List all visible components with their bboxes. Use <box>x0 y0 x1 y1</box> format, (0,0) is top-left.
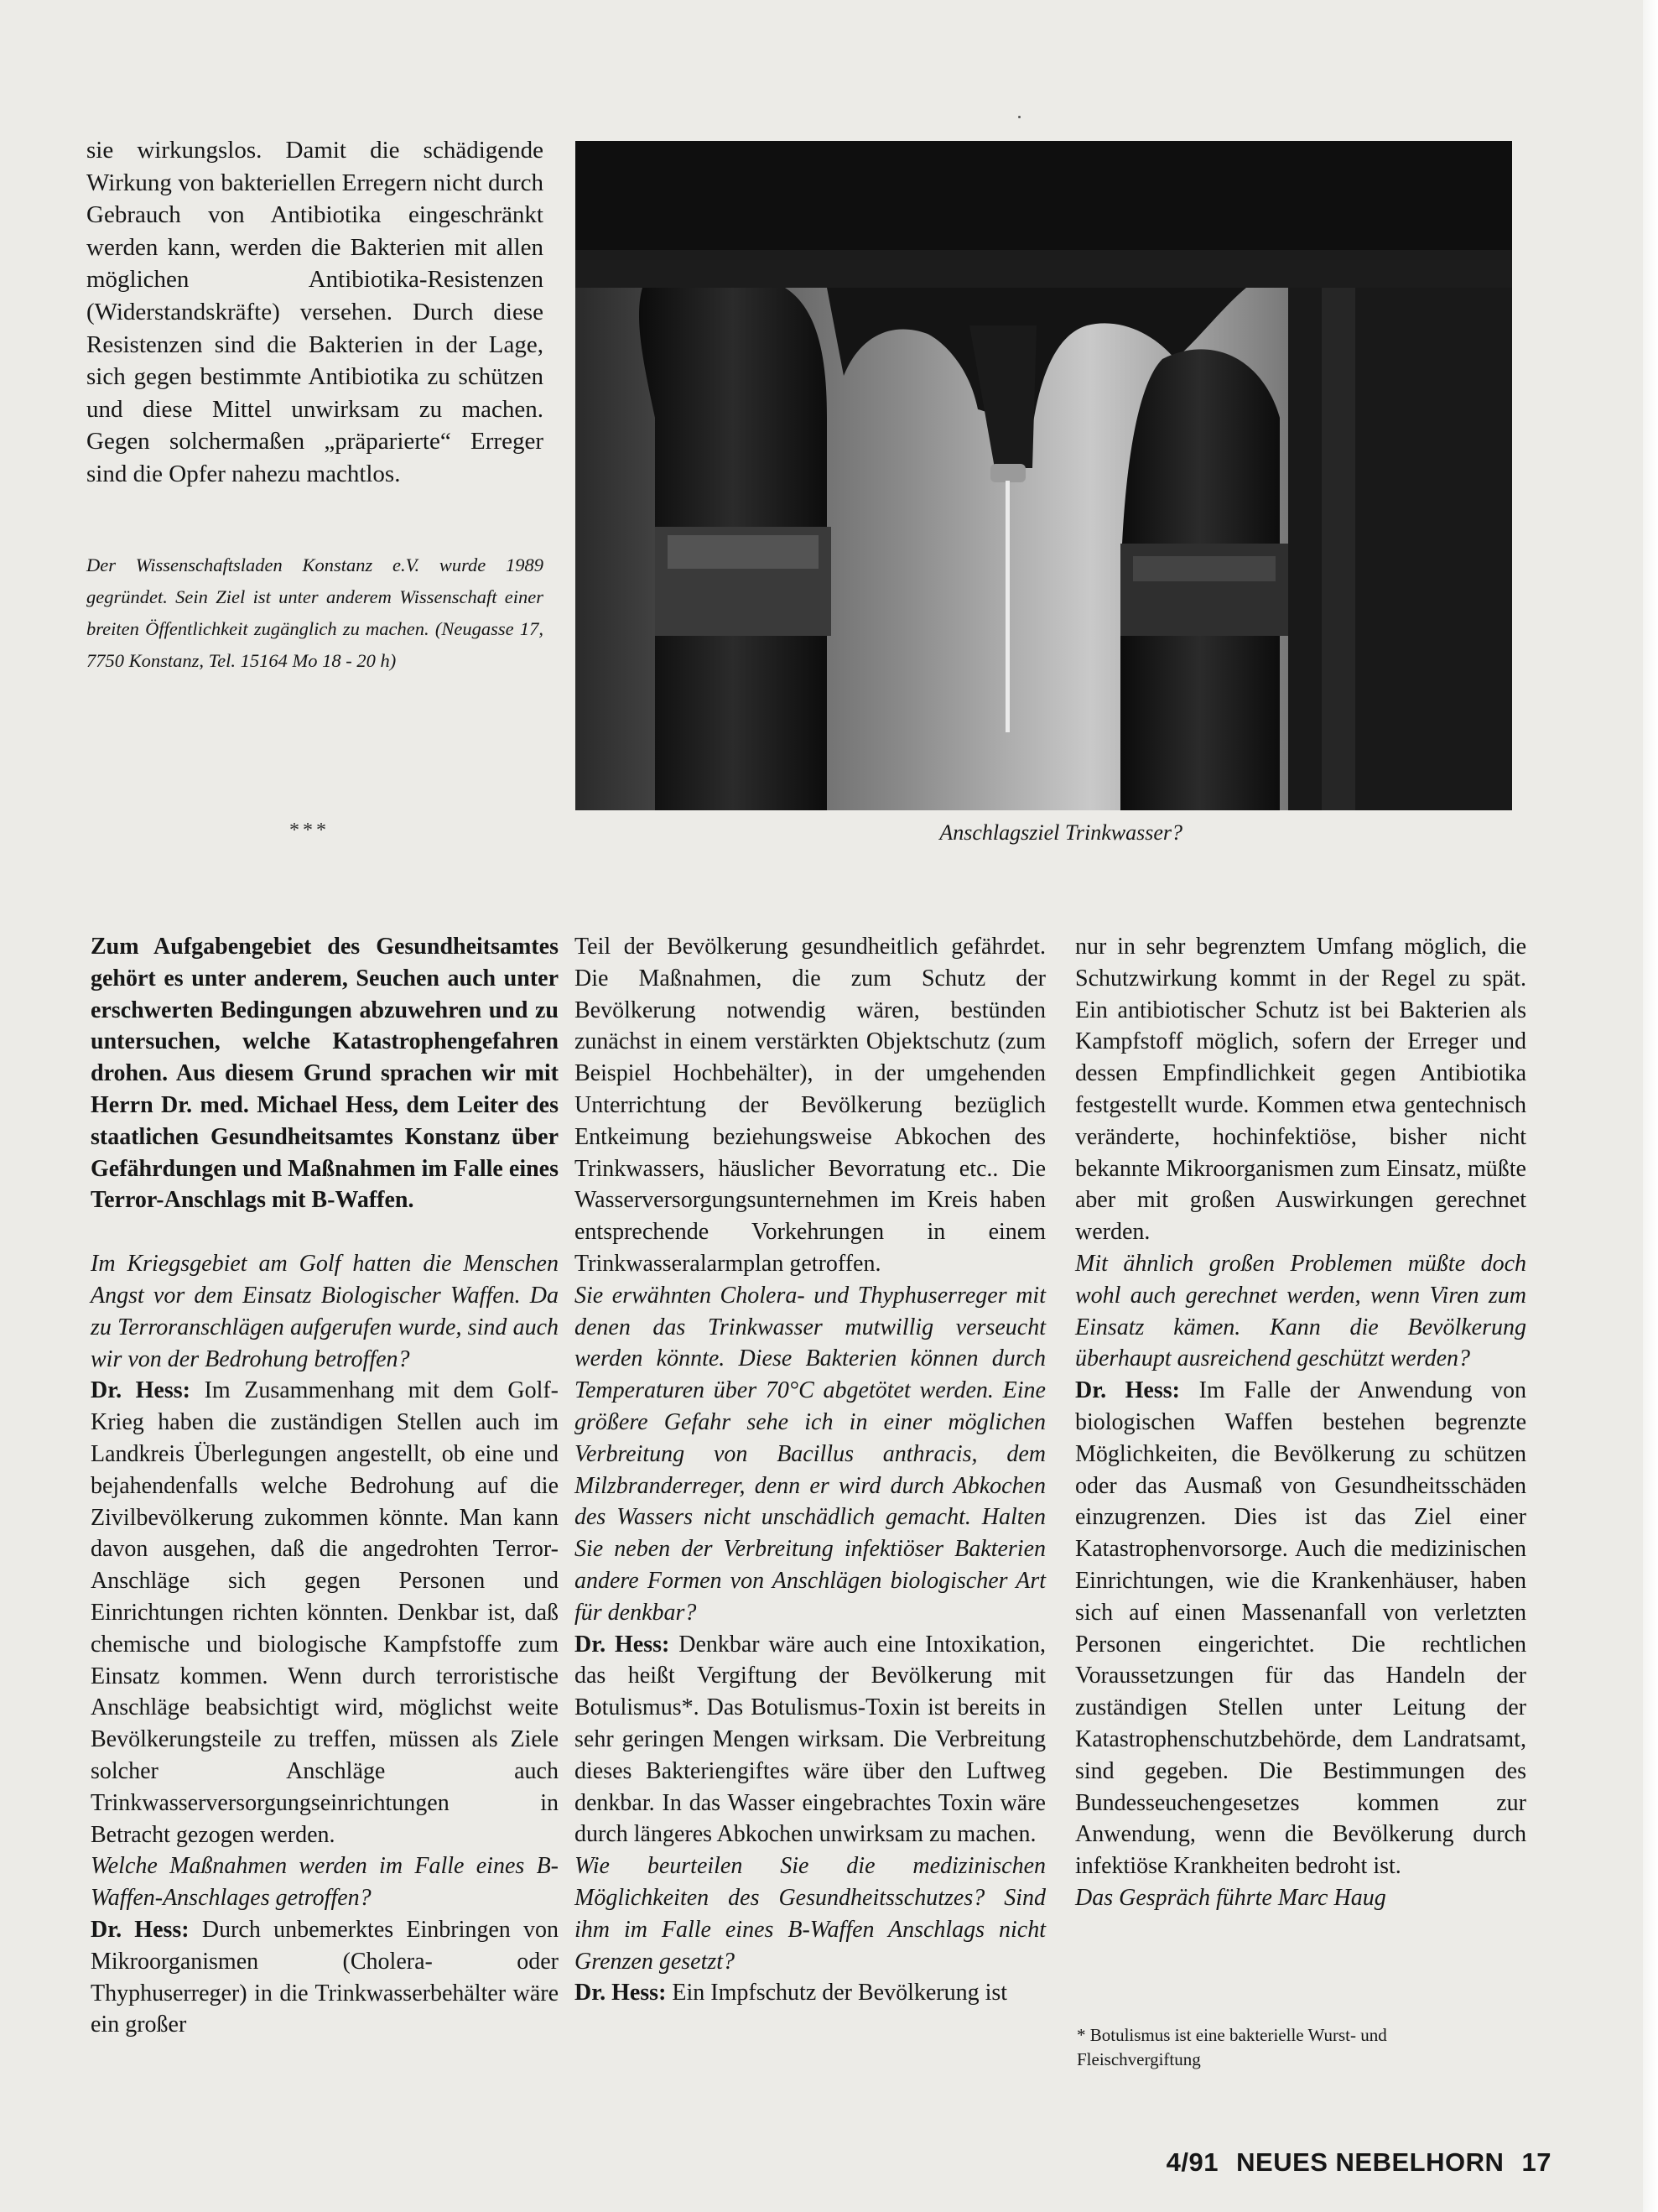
speaker-label: Dr. Hess: <box>1075 1377 1180 1404</box>
speaker-label: Dr. Hess: <box>91 1916 190 1943</box>
continuation-column <box>86 134 543 491</box>
photo-caption: Anschlagsziel Trinkwasser? <box>939 820 1182 845</box>
question-1: Im Kriegsgebiet am Golf hatten die Menschen Angst vor dem Einsatz Biologischer Waffen. Da zu Terroranschlägen aufgerufen wurde, sind auch wir von der Bedrohung betroffen? <box>91 1251 559 1372</box>
speaker-label: Dr. Hess: <box>91 1377 190 1404</box>
article-column-1 <box>91 931 559 2041</box>
speaker-label: Dr. Hess: <box>574 1980 667 2006</box>
article-column-2 <box>574 931 1046 2009</box>
section-separator: *** <box>289 820 330 841</box>
issue-number: 4/91 <box>1166 2147 1219 2177</box>
footnote-botulismus: * Botulismus ist eine bakterielle Wurst- und Fleischvergiftung <box>1077 2025 1387 2069</box>
fountain-photo-illustration <box>575 141 1512 810</box>
magazine-title: NEUES NEBELHORN <box>1236 2147 1505 2177</box>
answer-5-text: Im Falle der Anwendung von biologischen Waffen bestehen begrenzte Möglichkeiten, die Bevölkerung zu schützen oder das Ausmaß von Gesundheitsschäden einzugrenzen. Dies ist das Ziel einer Katastrophenvorsorge. Auch die medizinischen Einrichtungen, wie die Krankenhäuser, haben sich auf einen Massenanfall von verletzten Personen eingerichtet. Die rechtlichen Voraussetzungen für das Handeln der zuständigen Stellen unter Leitung der Katastrophenschutzbehörde, dem Landratsamt, sind gegeben. Die Bestimmungen des Bundesseuchengesetzes kommen zur Anwendung, wenn die Bevölkerung durch infektiöse Krankheiten bedroht ist. <box>1075 1377 1527 1880</box>
answer-2 <box>91 1914 559 2041</box>
wissenschaftsladen-note: Der Wissenschaftsladen Konstanz e.V. wurde 1989 gegründet. Sein Ziel ist unter anderem Wissenschaft einer breiten Öffentlichkeit zugänglich zu machen. (Neugasse 17, 7750 Konstanz, Tel. 15164 Mo 18 - 20 h) <box>86 554 543 671</box>
question-4: Wie beurteilen Sie die medizinischen Möglichkeiten des Gesundheitsschutzes? Sind ihm im Falle eines B-Waffen Anschlags nicht Grenzen gesetzt? <box>574 1853 1046 1975</box>
question-3: Sie erwähnten Cholera- und Thyphuserreger mit denen das Trinkwasser mutwillig verseucht werden könnte. Diese Bakterien können durch Temperaturen über 70°C abgetötet werden. Eine größere Gefahr sehe ich in einer möglichen Verbreitung von Bacillus anthracis, dem Milzbranderreger, denn er wird durch Abkochen des Wassers nicht unschädlich gemacht. Halten Sie neben der Verbreitung infektiöser Bakterien andere Formen von Anschlägen biologischer Art für denkbar? <box>574 1282 1046 1626</box>
print-speck <box>1018 116 1021 118</box>
article-intro: Zum Aufgabengebiet des Gesundheitsamtes gehört es unter anderem, Seuchen auch unter erschwerten Bedingungen abzuwehren und zu untersuchen, welche Katastrophengefahren drohen. Aus diesem Grund sprachen wir mit Herrn Dr. med. Michael Hess, dem Leiter des staatlichen Gesundheitsamtes Konstanz über Gefährdungen und Maßnahmen im Falle eines Terror-Anschlags mit B-Waffen. <box>91 934 559 1214</box>
answer-4 <box>574 1977 1046 2009</box>
page-footer <box>1149 2147 1551 2178</box>
answer-3-text: Denkbar wäre auch eine Intoxikation, das heißt Vergiftung der Bevölkerung mit Botulismus*. Das Botulismus-Toxin ist bereits in sehr geringen Mengen wirksam. Die Verbreitung dieses Bakteriengiftes wäre über den Luftweg denkbar. In das Wasser eingebrachtes Toxin wäre durch längeres Abkochen unwirksam zu machen. <box>574 1631 1046 1848</box>
answer-1-text: Im Zusammenhang mit dem Golf-Krieg haben die zuständigen Stellen auch im Landkreis Überlegungen angestellt, ob eine und bejahendenfalls welche Bedrohung auf die Zivilbevölkerung zukommen könnte. Man kann davon ausgehen, daß die angedrohten Terror-Anschläge sich gegen Personen und Einrichtungen richten könnten. Denkbar ist, daß chemische und biologische Kampfstoffe zum Einsatz kommen. Wenn durch terroristische Anschläge beabsichtigt wird, möglichst weite Bevölkerungsteile zu treffen, müssen als Ziele solcher Anschläge auch Trinkwasserversorgungseinrichtungen in Betracht gezogen werden. <box>91 1377 559 1848</box>
article-column-3 <box>1075 931 1526 1914</box>
page-edge <box>1643 0 1658 2212</box>
answer-5 <box>1075 1375 1526 1882</box>
page-number: 17 <box>1521 2147 1551 2177</box>
photo-drinking-fountain <box>575 141 1512 810</box>
speaker-label: Dr. Hess: <box>574 1631 670 1658</box>
answer-4-continued: nur in sehr begrenztem Umfang möglich, die Schutzwirkung kommt in der Regel zu spät. Ein antibiotischer Schutz ist bei Bakterien als Kampfstoff möglich, sofern der Erreger und dessen Empfindlichkeit gegen Antibiotika festgestellt wurde. Kommen etwa gentechnisch veränderte, hochinfektiöse, bisher nicht bekannte Mikroorganismen zum Einsatz, müßte aber mit großen Auswirkungen gerechnet werden. <box>1075 934 1526 1246</box>
question-5: Mit ähnlich großen Problemen müßte doch wohl auch gerechnet werden, wenn Viren zum Einsatz kämen. Kann die Bevölkerung überhaupt ausreichend geschützt werden? <box>1075 1250 1526 1372</box>
continuation-paragraph: sie wirkungslos. Damit die schädigende Wirkung von bakteriellen Erregern nicht durch Gebrauch von Antibiotika eingeschränkt werden kann, werden die Bakterien mit allen möglichen Antibiotika-Resistenzen (Widerstandskräfte) versehen. Durch diese Resistenzen sind die Bakterien in der Lage, sich gegen bestimmte Antibiotika zu schützen und diese Mittel unwirksam zu machen. Gegen solchermaßen „präparierte“ Erreger sind die Opfer nahezu machtlos. <box>86 137 543 487</box>
answer-4-text: Ein Impfschutz der Bevölkerung ist <box>672 1980 1008 2006</box>
question-2: Welche Maßnahmen werden im Falle eines B-Waffen-Anschlages getroffen? <box>91 1853 559 1912</box>
interview-credit: Das Gespräch führte Marc Haug <box>1075 1884 1386 1911</box>
answer-1 <box>91 1375 559 1850</box>
answer-2-continued: Teil der Bevölkerung gesundheitlich gefährdet. Die Maßnahmen, die zum Schutz der Bevölkerung notwendig wären, bestünden zunächst in einem verstärkten Objektschutz (zum Beispiel Hochbehälter), in der umgehenden Unterrichtung der Bevölkerung bezüglich Entkeimung beziehungsweise Abkochen des Trinkwassers, häuslicher Bevorratung etc.. Die Wasserversorgungsunternehmen im Kreis haben entsprechende Vorkehrungen in einem Trinkwasseralarmplan getroffen. <box>574 934 1046 1277</box>
answer-2-text: Durch unbemerktes Einbringen von Mikroorganismen (Cholera- oder Thyphuserreger) in die Trinkwasserbehälter wäre ein großer <box>91 1916 559 2038</box>
answer-3 <box>574 1629 1046 1851</box>
